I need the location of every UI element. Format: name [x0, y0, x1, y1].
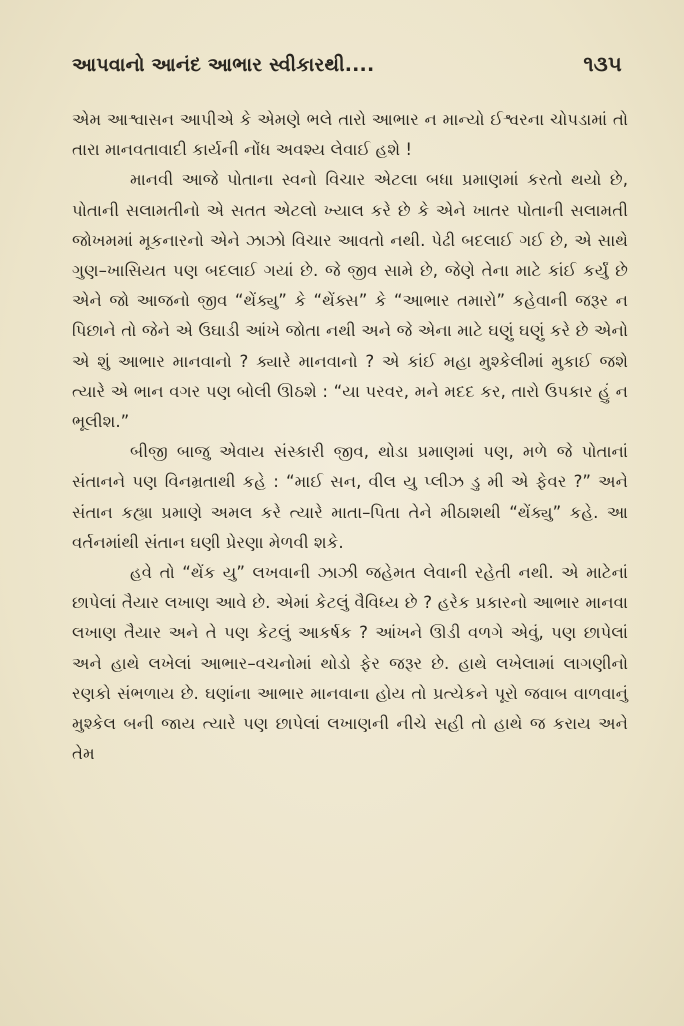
running-header: [72, 52, 628, 77]
paragraph-continued: એમ આશ્વાસન આપીએ કે એમણે ભલે તારો આભાર ન માન્યો ઈશ્વરના ચોપડામાં તો તારા માનવતાવાદી કાર્યની નોંધ અવશ્ય લેવાઈ હશે !: [72, 110, 628, 160]
paragraph: હવે તો “થેંક યુ” લખવાની ઝાઝી જહેમત લેવાની રહેતી નથી. એ માટેનાં છાપેલાં તૈયાર લખાણ આવે છે. એમાં કેટલું વૈવિધ્ય છે ? હરેક પ્રકારનો આભાર માનવા લખાણ તૈયાર અને તે પણ કેટલું આકર્ષક ? આંખને ઊડી વળગે એવું, પણ છાપેલાં અને હાથે લખેલાં આભાર–વચનોમાં થોડો ફેર જરૂર છે. હાથે લખેલામાં લાગણીનો રણકો સંભળાય છે. ઘણાંના આભાર માનવાના હોય તો પ્રત્યેકને પૂરો જવાબ વાળવાનું મુશ્કેલ બની જાય ત્યારે પણ છાપેલાં લખાણની નીચે સહી તો હાથે જ કરાય અને તેમ: [72, 563, 628, 764]
paragraph: માનવી આજે પોતાના સ્વનો વિચાર એટલા બધા પ્રમાણમાં કરતો થયો છે, પોતાની સલામતીનો એ સતત એટલો ખ્યાલ કરે છે કે એને ખાતર પોતાની સલામતી જોખમમાં મૂકનારનો એને ઝાઝો વિચાર આવતો નથી. પેઢી બદલાઈ ગઈ છે, એ સાથે ગુણ–ખાસિયત પણ બદલાઈ ગયાં છે. જે જીવ સામે છે, જેણે તેના માટે કાંઈ કર્યું છે એને જો આજનો જીવ “થેંક્યુ” કે “થેંક્સ” કે “આભાર તમારો” કહેવાની જરૂર ન પિછાને તો જેને એ ઉઘાડી આંખે જોતા નથી અને જે એના માટે ઘણું ઘણું કરે છે એનો એ શું આભાર માનવાનો ? ક્યારે માનવાનો ? એ કાંઈ મહા મુશ્કેલીમાં મુકાઈ જશે ત્યારે એ ભાન વગર પણ બોલી ઊઠશે : “યા પરવર, મને મદદ કર, તારો ઉપકાર હું ન ભૂલીશ.”: [72, 170, 628, 432]
page-number: ૧૩૫: [583, 52, 622, 76]
body-text: [72, 105, 628, 769]
paragraph: બીજી બાજુ એવાય સંસ્કારી જીવ, થોડા પ્રમાણમાં પણ, મળે જે પોતાનાં સંતાનને પણ વિનમ્રતાથી કહે : “માઈ સન, વીલ યુ પ્લીઝ ડુ મી એ ફેવર ?” અને સંતાન કહ્યા પ્રમાણે અમલ કરે ત્યારે માતા–પિતા તેને મીઠાશથી “થેંક્યુ” કહે. આ વર્તનમાંથી સંતાન ઘણી પ્રેરણા મેળવી શકે.: [72, 442, 628, 552]
running-title: આપવાનો આનંદ આભાર સ્વીકારથી....: [72, 54, 375, 76]
